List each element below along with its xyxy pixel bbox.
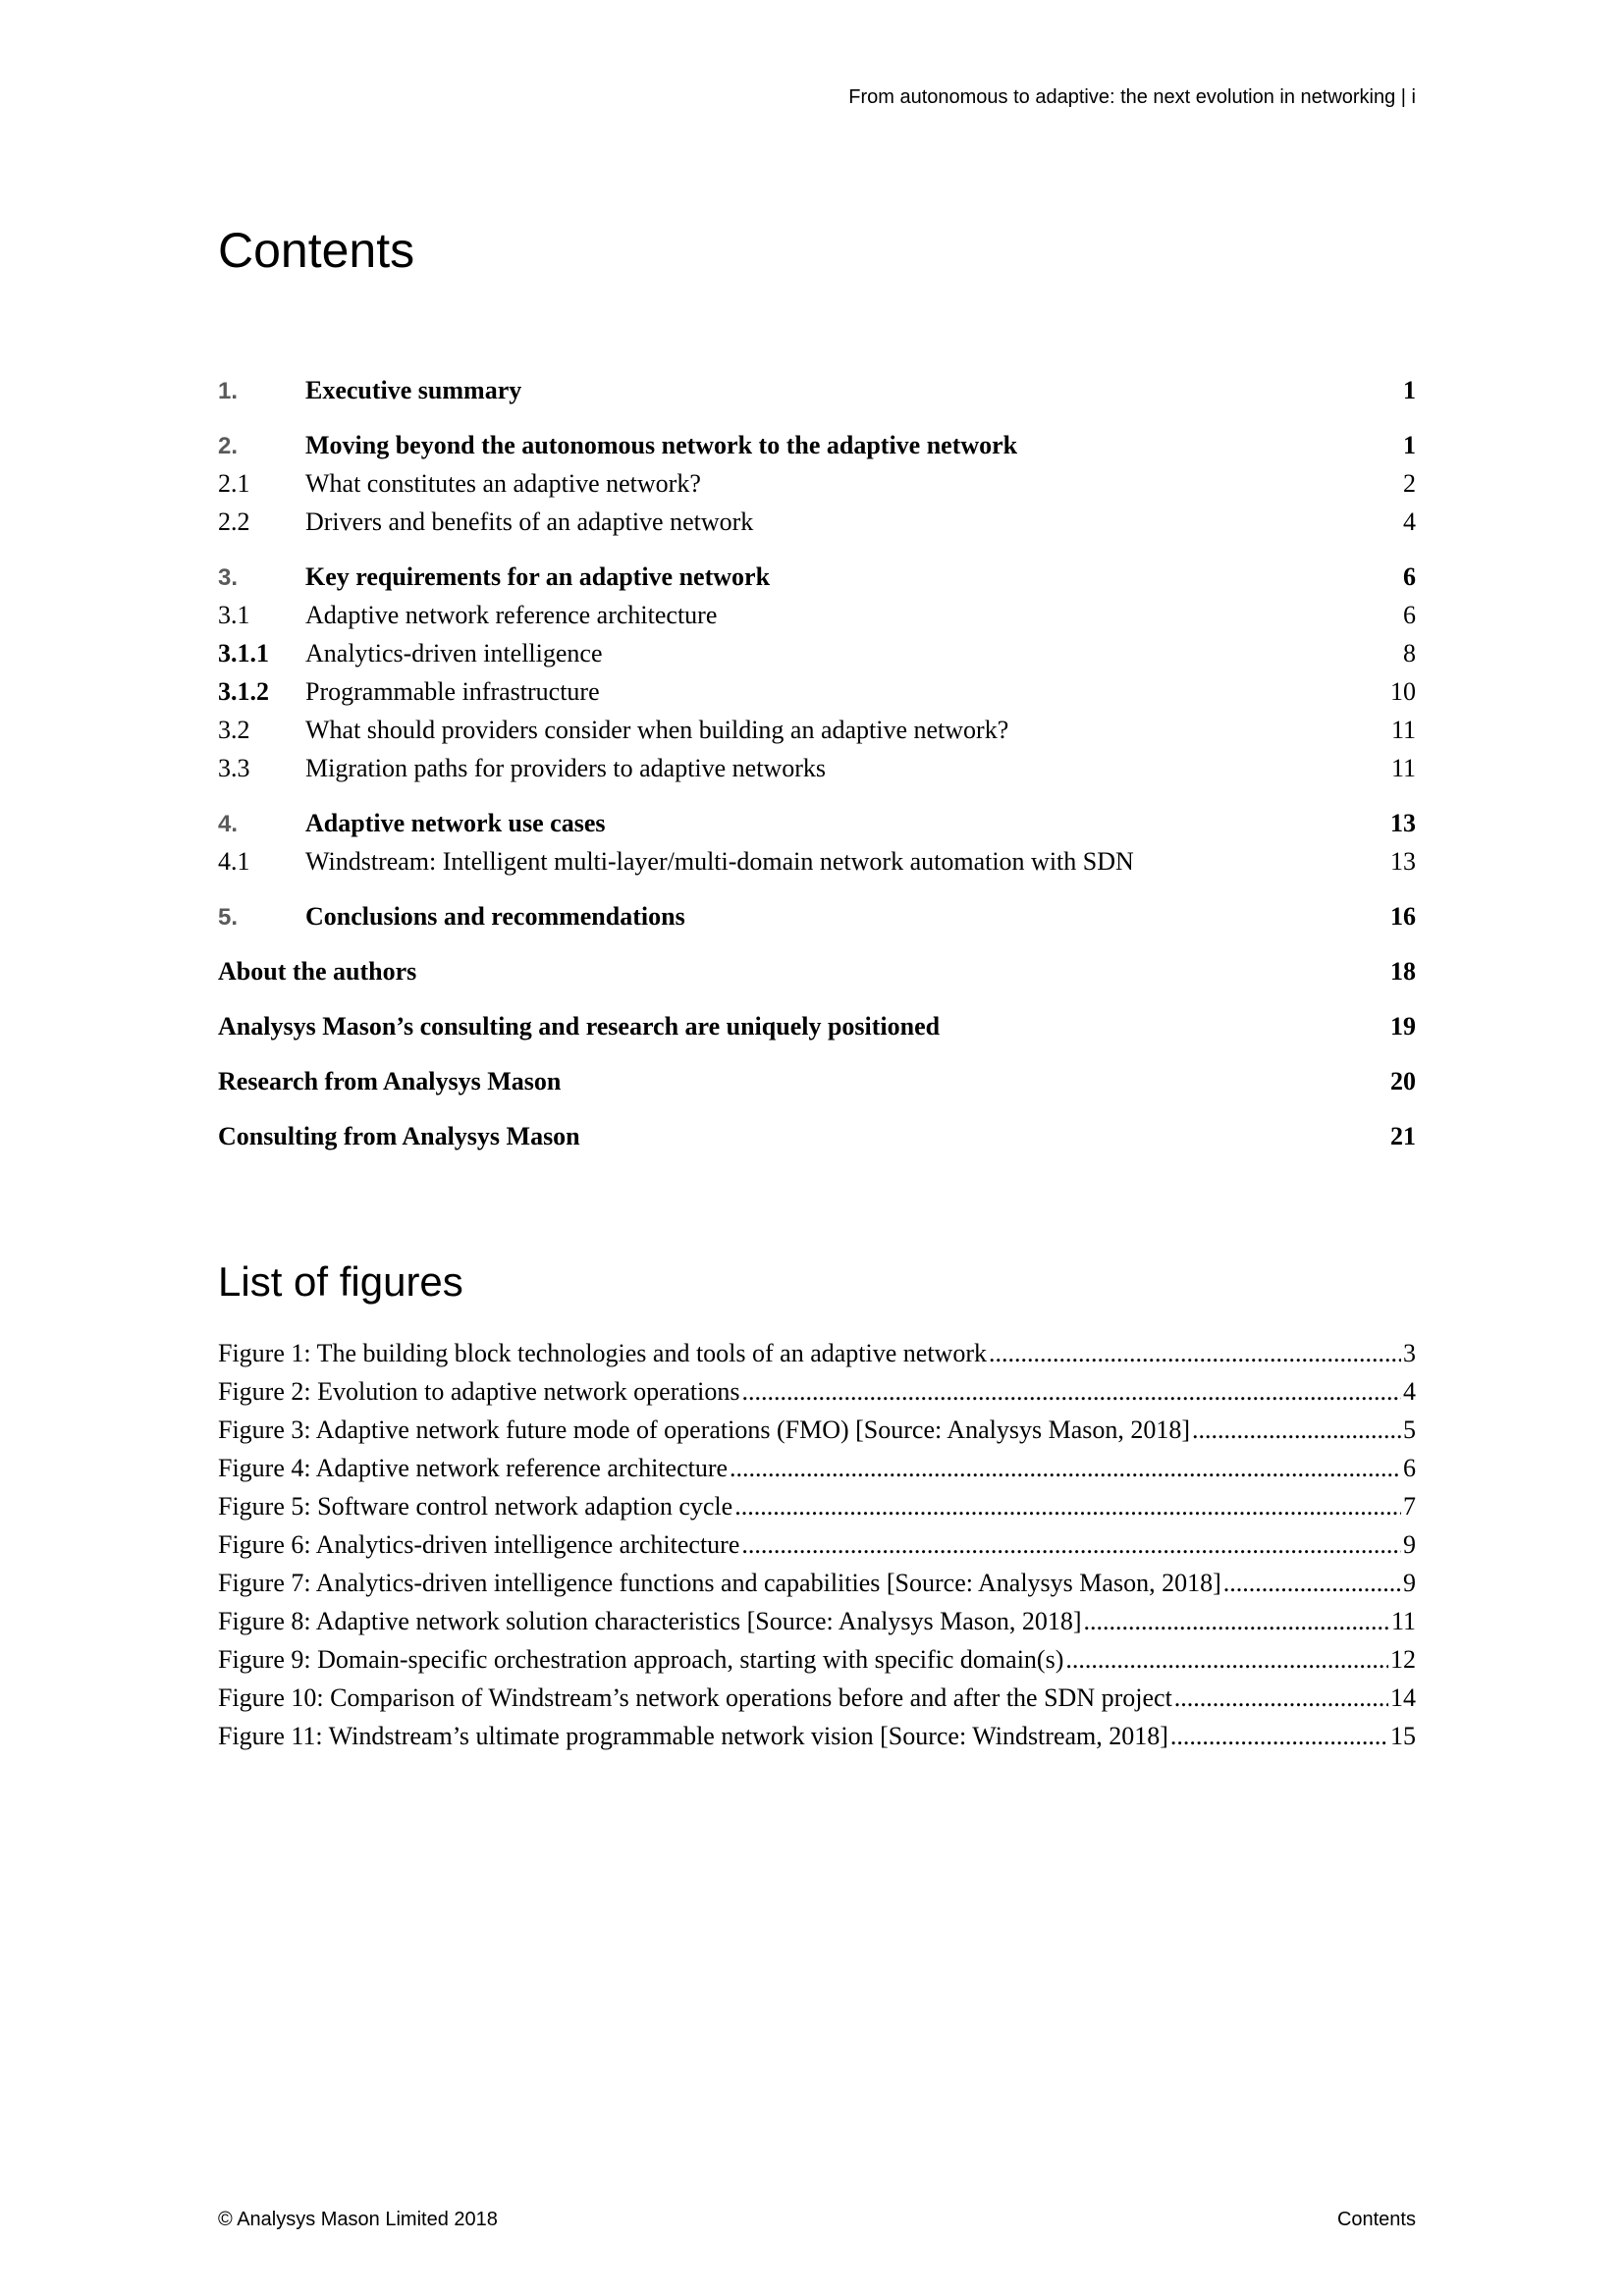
dot-leader [730,1449,1401,1487]
toc-page: 20 [1390,1067,1416,1095]
figure-entry[interactable] [218,1679,1416,1717]
toc-title: Migration paths for providers to adaptive networks [305,754,826,782]
table-of-contents [218,371,1416,1155]
figure-page: 12 [1390,1645,1416,1674]
toc-number: 3.1 [218,601,250,629]
figure-page: 3 [1403,1339,1416,1367]
toc-title: Moving beyond the autonomous network to the adaptive network [305,431,1018,459]
toc-number: 4. [218,811,239,837]
figure-page: 11 [1390,1607,1416,1635]
toc-title: Drivers and benefits of an adaptive network [305,507,754,536]
figure-page: 4 [1403,1377,1416,1406]
toc-page: 11 [1390,754,1416,782]
figure-title: Figure 10: Comparison of Windstream’s network operations before and after the SDN project [218,1683,1172,1712]
toc-entry[interactable] [218,371,1416,409]
toc-title: Research from Analysys Mason [218,1067,562,1095]
dot-leader [1192,1411,1401,1449]
dot-leader [1065,1640,1388,1679]
toc-title: Adaptive network reference architecture [305,601,718,629]
toc-entry[interactable] [218,634,1416,672]
toc-number: 3.3 [218,754,250,782]
figure-entry[interactable] [218,1717,1416,1755]
toc-title: About the authors [218,957,417,986]
toc-entry[interactable] [218,464,1416,503]
toc-number: 5. [218,904,239,931]
toc-entry[interactable] [218,897,1416,935]
footer-copyright: © Analysys Mason Limited 2018 [218,2209,498,2230]
dot-leader [741,1525,1401,1564]
toc-number: 1. [218,378,239,404]
toc-entry[interactable] [218,1062,1416,1100]
toc-entry[interactable] [218,672,1416,711]
toc-entry[interactable] [218,804,1416,842]
toc-entry[interactable] [218,426,1416,464]
figure-title: Figure 4: Adaptive network reference architecture [218,1454,729,1482]
figure-entry[interactable] [218,1372,1416,1411]
figure-entry[interactable] [218,1602,1416,1640]
toc-number: 2. [218,433,239,459]
figure-title: Figure 9: Domain-specific orchestration approach, starting with specific domain(s) [218,1645,1064,1674]
toc-number: 3.1.1 [218,639,269,667]
toc-number: 4.1 [218,847,250,876]
toc-title: Conclusions and recommendations [305,902,685,931]
toc-page: 16 [1390,902,1416,931]
figure-title: Figure 8: Adaptive network solution characteristics [Source: Analysys Mason, 2018] [218,1607,1082,1635]
figure-entry[interactable] [218,1411,1416,1449]
figure-title: Figure 7: Analytics-driven intelligence functions and capabilities [Source: Analysys Mason, 2018] [218,1569,1221,1597]
list-of-figures-heading: List of figures [218,1258,463,1305]
toc-page: 6 [1403,562,1416,591]
toc-number: 2.2 [218,507,250,536]
dot-leader [1084,1602,1389,1640]
dot-leader [1223,1564,1401,1602]
toc-title: Adaptive network use cases [305,809,606,837]
toc-title: Programmable infrastructure [305,677,600,706]
toc-title: What should providers consider when building an adaptive network? [305,716,1009,744]
toc-title: Analysys Mason’s consulting and research are uniquely positioned [218,1012,941,1041]
list-of-figures [218,1334,1416,1755]
figure-entry[interactable] [218,1334,1416,1372]
toc-page: 13 [1390,847,1416,876]
figure-page: 14 [1390,1683,1416,1712]
figure-title: Figure 2: Evolution to adaptive network operations [218,1377,740,1406]
toc-title: Executive summary [305,376,522,404]
figure-page: 9 [1403,1530,1416,1559]
toc-entry[interactable] [218,596,1416,634]
toc-page: 1 [1403,376,1416,404]
toc-page: 10 [1390,677,1416,706]
toc-title: What constitutes an adaptive network? [305,469,701,498]
figure-title: Figure 3: Adaptive network future mode of operations (FMO) [Source: Analysys Mason, 2018] [218,1415,1191,1444]
figure-title: Figure 11: Windstream’s ultimate programmable network vision [Source: Windstream, 2018] [218,1722,1168,1750]
toc-entry[interactable] [218,1117,1416,1155]
toc-page: 2 [1403,469,1416,498]
dot-leader [989,1334,1401,1372]
toc-title: Key requirements for an adaptive network [305,562,771,591]
toc-page: 8 [1403,639,1416,667]
toc-entry[interactable] [218,558,1416,596]
figure-page: 5 [1403,1415,1416,1444]
toc-page: 6 [1403,601,1416,629]
dot-leader [1174,1679,1388,1717]
toc-number: 3.1.2 [218,677,269,706]
toc-title: Windstream: Intelligent multi-layer/multi-domain network automation with SDN [305,847,1134,876]
toc-title: Consulting from Analysys Mason [218,1122,580,1150]
toc-entry[interactable] [218,711,1416,749]
figure-title: Figure 1: The building block technologies and tools of an adaptive network [218,1339,987,1367]
toc-page: 19 [1390,1012,1416,1041]
figure-title: Figure 6: Analytics-driven intelligence architecture [218,1530,740,1559]
toc-page: 11 [1390,716,1416,744]
toc-number: 3. [218,564,239,591]
toc-title: Analytics-driven intelligence [305,639,603,667]
contents-heading: Contents [218,223,415,278]
toc-entry[interactable] [218,1007,1416,1045]
figure-entry[interactable] [218,1449,1416,1487]
figure-entry[interactable] [218,1525,1416,1564]
figure-page: 6 [1403,1454,1416,1482]
toc-number: 3.2 [218,716,250,744]
toc-page: 18 [1390,957,1416,986]
toc-entry[interactable] [218,749,1416,787]
toc-page: 4 [1403,507,1416,536]
toc-page: 13 [1390,809,1416,837]
toc-page: 21 [1390,1122,1416,1150]
figure-page: 15 [1390,1722,1416,1750]
dot-leader [734,1487,1401,1525]
toc-entry[interactable] [218,503,1416,541]
figure-entry[interactable] [218,1564,1416,1602]
toc-entry[interactable] [218,952,1416,990]
toc-page: 1 [1403,431,1416,459]
dot-leader [1170,1717,1388,1755]
figure-entry[interactable] [218,1640,1416,1679]
figure-page: 7 [1403,1492,1416,1521]
dot-leader [741,1372,1401,1411]
footer-section-label: Contents [1336,2209,1416,2230]
figure-page: 9 [1403,1569,1416,1597]
toc-entry[interactable] [218,842,1416,881]
figure-title: Figure 5: Software control network adaption cycle [218,1492,733,1521]
figure-entry[interactable] [218,1487,1416,1525]
running-header: From autonomous to adaptive: the next evolution in networking | i [848,86,1416,108]
toc-number: 2.1 [218,469,250,498]
